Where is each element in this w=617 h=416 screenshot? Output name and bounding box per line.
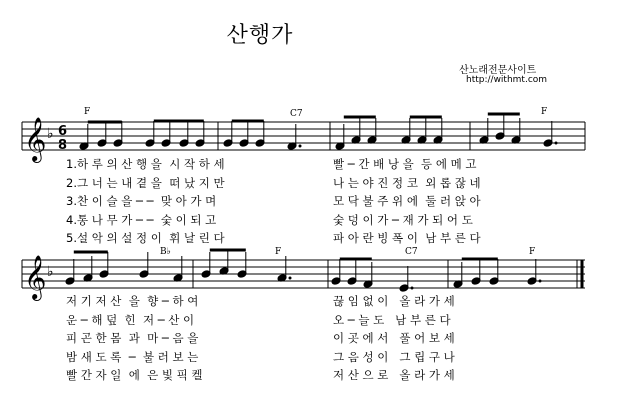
time-sig-bottom: 8 [58,138,68,153]
lyrics-line: 나 는 야 진 정 코 외 롭 잖 네 [333,175,481,190]
lyrics-line: 4.통 나 무 가 ─ ─ 숯 이 되 고 [66,212,217,227]
chord-label: B♭ [160,247,171,257]
lyrics-line: 빨 간 자 일 에 은 빛 픽 켈 [66,368,203,382]
lyrics-line: 오 ─ 늘 도 남 부 른 다 [333,312,451,327]
lyrics-line: 3.찬 이 슬 을 ─ ─ 맞 아 가 며 [66,194,217,208]
site-name: 산노래전문사이트 [459,65,537,76]
lyrics-line: 이 곳 에 서 풀 어 보 세 [333,331,455,345]
song-title: 산행가 [226,23,294,48]
lyrics-line: 저 기 저 산 을 향 ─ 하 여 [66,294,199,308]
note-dot [539,280,542,283]
note-dot [299,145,302,148]
lyrics-line: 끊 임 없 이 올 라 가 세 [333,294,455,308]
flat-key-icon: ♭ [47,264,54,280]
chord-label: F [84,107,91,117]
lyrics-line: 밤 새 도 록 ─ 불 러 보 는 [66,349,199,364]
chord-label: F [275,247,282,257]
lyrics-line: 운 ─ 해 덮 힌 저 ─ 산 이 [66,312,195,327]
lyrics-line: 저 산 으 로 올 라 가 세 [333,368,455,382]
note-dot [289,277,292,280]
site-url: http://withmt.com [466,75,548,85]
lyrics-line: 그 음 성 이 그 립 구 나 [333,349,455,364]
flat-key-icon: ♭ [47,126,54,142]
lyrics-line: 빨 ─ 간 배 낭 을 등 에 메 고 [333,157,477,171]
lyrics-line: 5.설 악 의 설 정 이 휘 날 린 다 [66,231,225,245]
lyrics-line: 파 아 란 빙 폭 이 남 부 른 다 [333,231,481,245]
notes-group-1 [79,114,557,150]
time-sig-top: 6 [58,124,68,139]
lyrics-line: 1.하 루 의 산 행 을 시 작 하 세 [66,157,225,171]
note-dot [555,142,558,145]
lyrics-line: 숯 덩 이 가 ─ 재 가 되 어 도 [333,212,473,227]
chord-label: F [529,247,536,257]
chord-label: C7 [405,247,418,257]
treble-clef-icon: 𝄞 [24,255,47,299]
chord-label: C7 [290,109,303,119]
lyrics-line: 모 닥 불 주 위 에 둘 러 앉 아 [333,194,481,208]
note-dot [411,287,414,290]
chord-label: F [541,107,548,117]
lyrics-line: 피 곤 한 몸 과 마 ─ 음 을 [66,331,199,345]
lyrics-line: 2.그 너 는 내 곁 을 떠 났 지 만 [66,175,225,190]
notes-group-2 [65,249,541,292]
treble-clef-icon: 𝄞 [24,117,47,161]
